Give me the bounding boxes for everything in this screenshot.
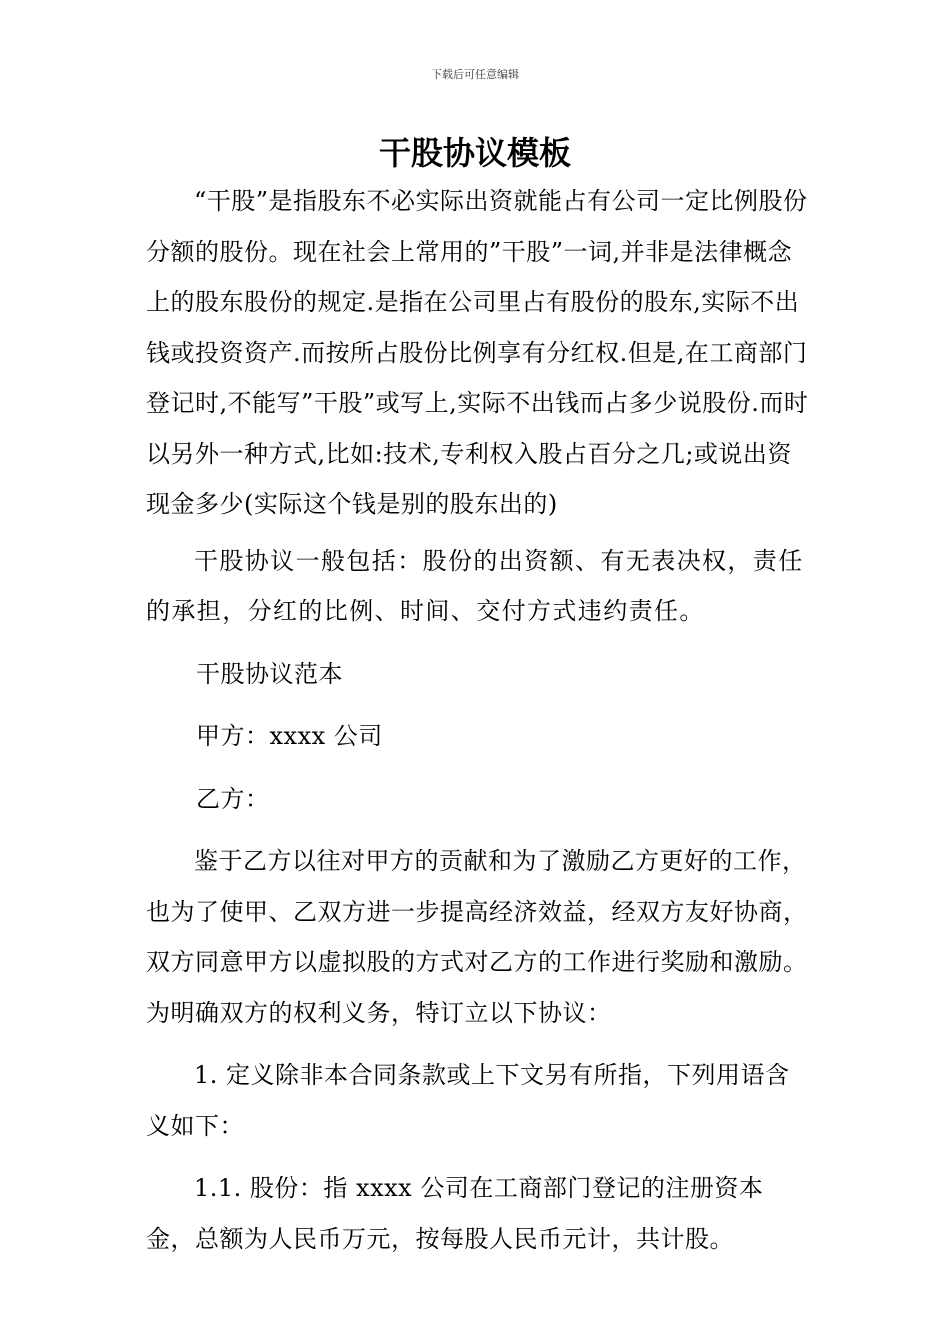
contents-paragraph: 干股协议一般包括：股份的出资额、有无表决权，责任的承担，分红的比例、时间、交付方式违约责任。: [146, 546, 804, 625]
clause-1-1: 1.1. 股份：指 xxxx 公司在工商部门登记的注册资本金，总额为人民币万元，按每股人民币元计，共计股。: [146, 1174, 764, 1253]
preamble-paragraph: 鉴于乙方以往对甲方的贡献和为了激励乙方更好的工作，也为了使甲、乙双方进一步提高经济效益，经双方友好协商，双方同意甲方以虚拟股的方式对乙方的工作进行奖励和激励。为明确双方的权利义务，特订立以下协议：: [146, 847, 808, 1027]
document-title: 干股协议模板: [378, 134, 571, 172]
party-a-line: 甲方：xxxx 公司: [196, 722, 383, 750]
header-note: 下载后可任意编辑: [431, 68, 519, 81]
sample-heading: 干股协议范本: [196, 659, 343, 688]
intro-paragraph: “干股”是指股东不必实际出资就能占有公司一定比例股份分额的股份。现在社会上常用的”干股”一词,并非是法律概念上的股东股份的规定.是指在公司里占有股份的股东,实际不出钱或投资资产.而按所占股份比例享有分红权.但是,在工商部门登记时,不能写”干股”或写上,实际不出钱而占多少说股份.而时以另外一种方式,比如:技术,专利权入股占百分之几;或说出资现金多少(实际这个钱是别的股东出的): [146, 187, 809, 518]
document-body: [146, 176, 810, 1264]
party-b-line: 乙方：: [196, 784, 270, 813]
clause-1: 1. 定义除非本合同条款或上下文另有所指，下列用语含义如下：: [146, 1061, 790, 1140]
